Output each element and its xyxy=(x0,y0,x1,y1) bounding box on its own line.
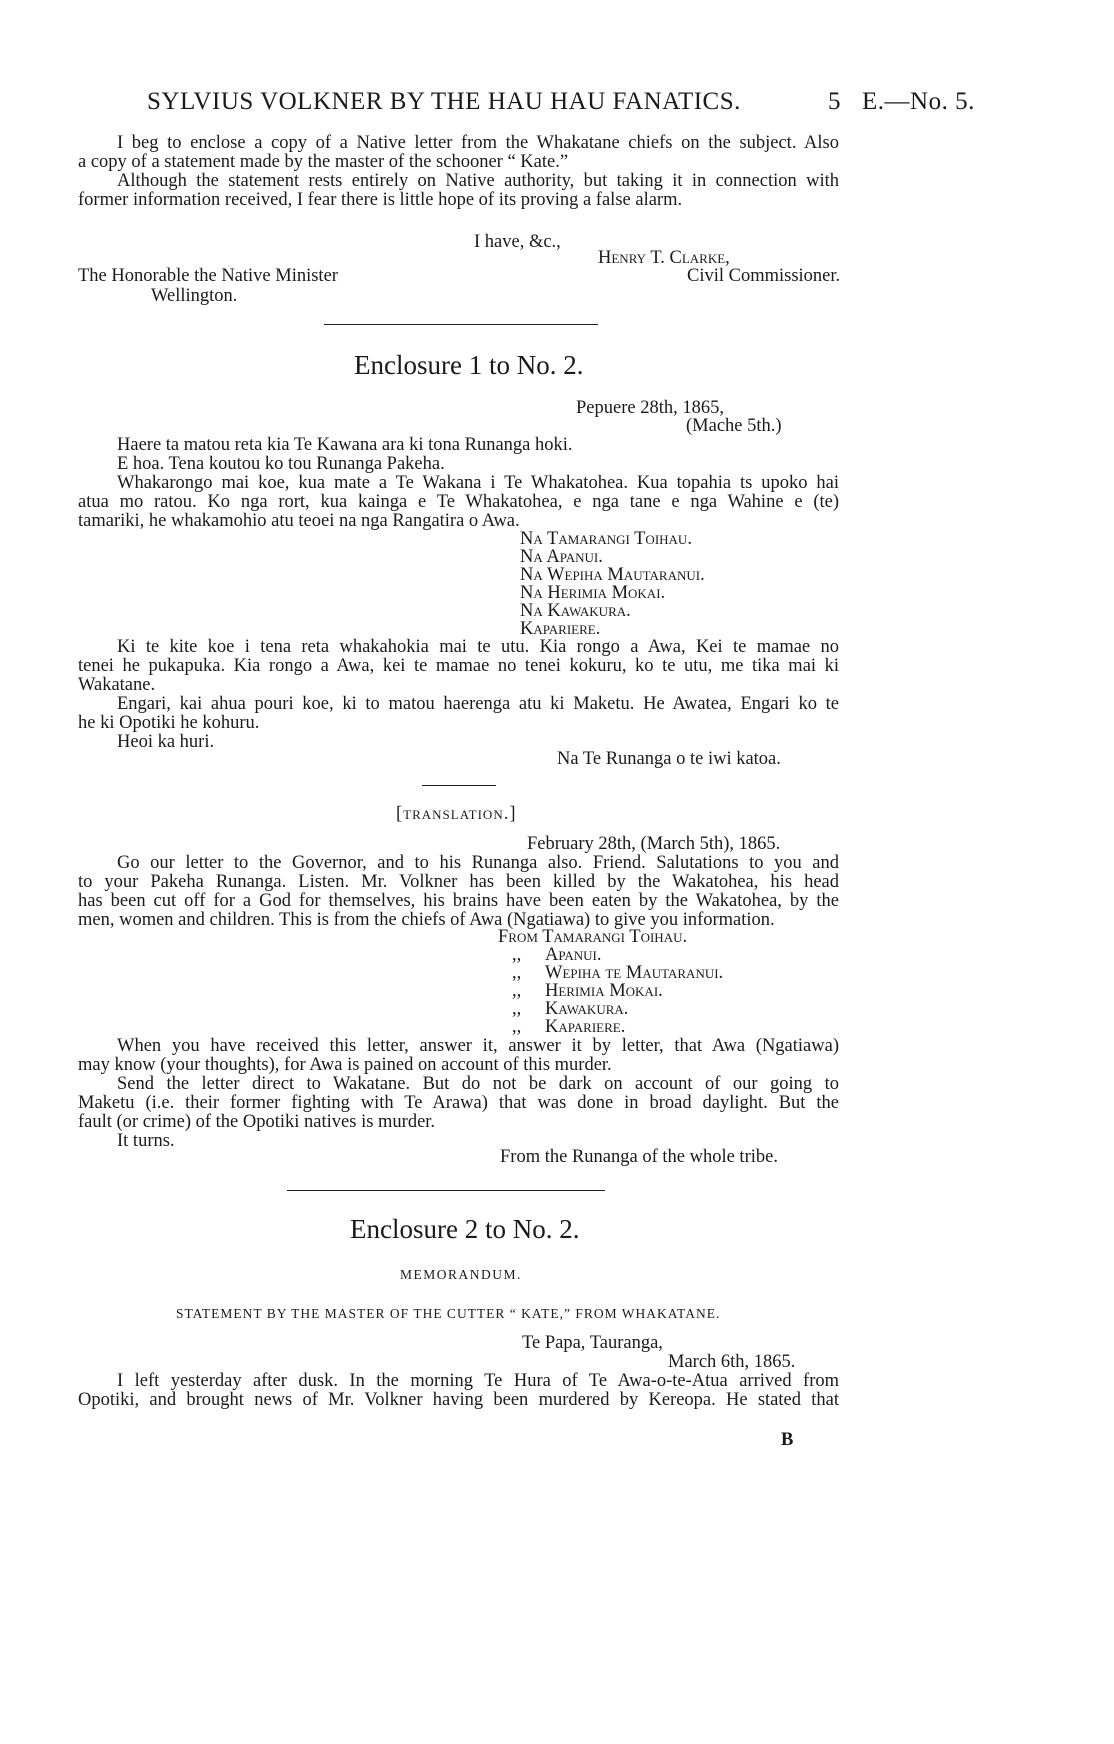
statement-line: I left yesterday after dusk. In the morning Te Hura of Te Awa-o-te-Atua arrived from xyxy=(117,1371,839,1391)
translation-closing: From the Runanga of the whole tribe. xyxy=(500,1147,778,1167)
signer-title: Civil Commissioner. xyxy=(687,266,841,286)
maori-letter-line: atua mo ratou. Ko nga rort, kua kainga e Te Whakatohea, e nga tane e nga Wahine e (te) xyxy=(78,492,839,512)
intro-line: a copy of a statement made by the master of the schooner “ Kate.” xyxy=(78,152,569,172)
intro-line: I beg to enclose a copy of a Native letter from the Whakatane chiefs on the subject. Also xyxy=(117,133,839,153)
translation-postscript-line: Maketu (i.e. their former fighting with Te Arawa) that was done in broad daylight. But the xyxy=(78,1093,839,1113)
ditto-mark: ,, xyxy=(512,999,522,1019)
maori-postscript-line: Wakatane. xyxy=(78,675,156,695)
section-divider xyxy=(287,1190,605,1191)
maori-signatory: Kapariere. xyxy=(520,619,601,639)
translation-postscript-line: Send the letter direct to Wakatane. But do not be dark on account of our going to xyxy=(117,1074,839,1094)
maori-postscript-line: he ki Opotiki he kohuru. xyxy=(78,713,260,733)
ditto-mark: ,, xyxy=(512,1017,522,1037)
maori-letter-line: E hoa. Tena koutou ko tou Runanga Pakeha. xyxy=(117,454,445,474)
maori-postscript-line: Engari, kai ahua pouri koe, ki to matou haerenga atu ki Maketu. He Awatea, Engari ko te xyxy=(117,694,839,714)
translation-date: February 28th, (March 5th), 1865. xyxy=(527,834,781,854)
memorandum-label: MEMORANDUM. xyxy=(400,1267,522,1282)
page-number: 5 xyxy=(828,88,841,115)
maori-signatory: Na Wepiha Mautaranui. xyxy=(520,565,705,585)
translation-line: has been cut off for a God for themselves, his brains have been eaten by the Wakatohea, by the xyxy=(78,891,839,911)
translation-signatory: Wepiha te Mautaranui. xyxy=(545,963,724,983)
addressee: The Honorable the Native Minister xyxy=(78,266,338,286)
translation-line: to your Pakeha Runanga. Listen. Mr. Volkner has been killed by the Wakatohea, his head xyxy=(78,872,839,892)
translation-postscript-line: fault (or crime) of the Opotiki natives is murder. xyxy=(78,1112,436,1132)
statement-place: Te Papa, Tauranga, xyxy=(522,1333,663,1353)
maori-signatory: Na Tamarangi Toihau. xyxy=(520,529,692,549)
maori-signatory: Na Apanui. xyxy=(520,547,603,567)
letter-closing: I have, &c., xyxy=(474,232,561,252)
maori-postscript-line: Ki te kite koe i tena reta whakahokia mai te utu. Kia rongo a Awa, Kei te mamae no xyxy=(117,637,839,657)
enclosure-1-heading: Enclosure 1 to No. 2. xyxy=(354,350,584,380)
statement-date: March 6th, 1865. xyxy=(668,1352,796,1372)
translation-label: [translation.] xyxy=(396,804,517,824)
enclosure-2-heading: Enclosure 2 to No. 2. xyxy=(350,1214,580,1244)
maori-postscript-line: Heoi ka huri. xyxy=(117,732,215,752)
maori-letter-line: Haere ta matou reta kia Te Kawana ara ki tona Runanga hoki. xyxy=(117,435,573,455)
intro-line: Although the statement rests entirely on Native authority, but taking it in connection with xyxy=(117,171,839,191)
running-title: SYLVIUS VOLKNER BY THE HAU HAU FANATICS. xyxy=(147,88,741,115)
translation-signatory: Kawakura. xyxy=(545,999,629,1019)
translation-postscript-line: When you have received this letter, answer it, answer it by letter, that Awa (Ngatiawa) xyxy=(117,1036,839,1056)
printer-signature-mark: B xyxy=(781,1430,794,1450)
maori-closing: Na Te Runanga o te iwi katoa. xyxy=(557,749,781,769)
ditto-mark: ,, xyxy=(512,963,522,983)
translation-signatory: Apanui. xyxy=(545,945,602,965)
translation-postscript-line: may know (your thoughts), for Awa is pained on account of this murder. xyxy=(78,1055,612,1075)
maori-date-secondary: (Mache 5th.) xyxy=(686,416,782,436)
document-reference: E.—No. 5. xyxy=(862,88,975,115)
translation-from: From Tamarangi Toihau. xyxy=(498,927,688,947)
translation-postscript-line: It turns. xyxy=(117,1131,175,1151)
signer-name: Henry T. Clarke, xyxy=(598,248,730,268)
short-divider xyxy=(422,785,496,786)
translation-line: men, women and children. This is from the chiefs of Awa (Ngatiawa) to give you information. xyxy=(78,910,775,930)
ditto-mark: ,, xyxy=(512,981,522,1001)
ditto-mark: ,, xyxy=(512,945,522,965)
maori-date: Pepuere 28th, 1865, xyxy=(576,398,724,418)
translation-line: Go our letter to the Governor, and to his Runanga also. Friend. Salutations to you and xyxy=(117,853,839,873)
intro-line: former information received, I fear there is little hope of its proving a false alarm. xyxy=(78,190,683,210)
maori-signatory: Na Kawakura. xyxy=(520,601,631,621)
maori-letter-line: tamariki, he whakamohio atu teoei na nga Rangatira o Awa. xyxy=(78,511,520,531)
translation-signatory: Herimia Mokai. xyxy=(545,981,663,1001)
maori-postscript-line: tenei he pukapuka. Kia rongo a Awa, kei te mamae no tenei kokuru, ko te utu, me tika mai ki xyxy=(78,656,839,676)
addressee-location: Wellington. xyxy=(151,286,238,306)
maori-signatory: Na Herimia Mokai. xyxy=(520,583,666,603)
statement-line: Opotiki, and brought news of Mr. Volkner having been murdered by Kereopa. He stated that xyxy=(78,1390,839,1410)
section-divider xyxy=(324,324,598,325)
translation-signatory: Kapariere. xyxy=(545,1017,626,1037)
statement-title: STATEMENT BY THE MASTER OF THE CUTTER “ KATE,” FROM WHAKATANE. xyxy=(176,1306,721,1321)
maori-letter-line: Whakarongo mai koe, kua mate a Te Wakana i Te Whakatohea. Kua topahia ts upoko hai xyxy=(117,473,839,493)
